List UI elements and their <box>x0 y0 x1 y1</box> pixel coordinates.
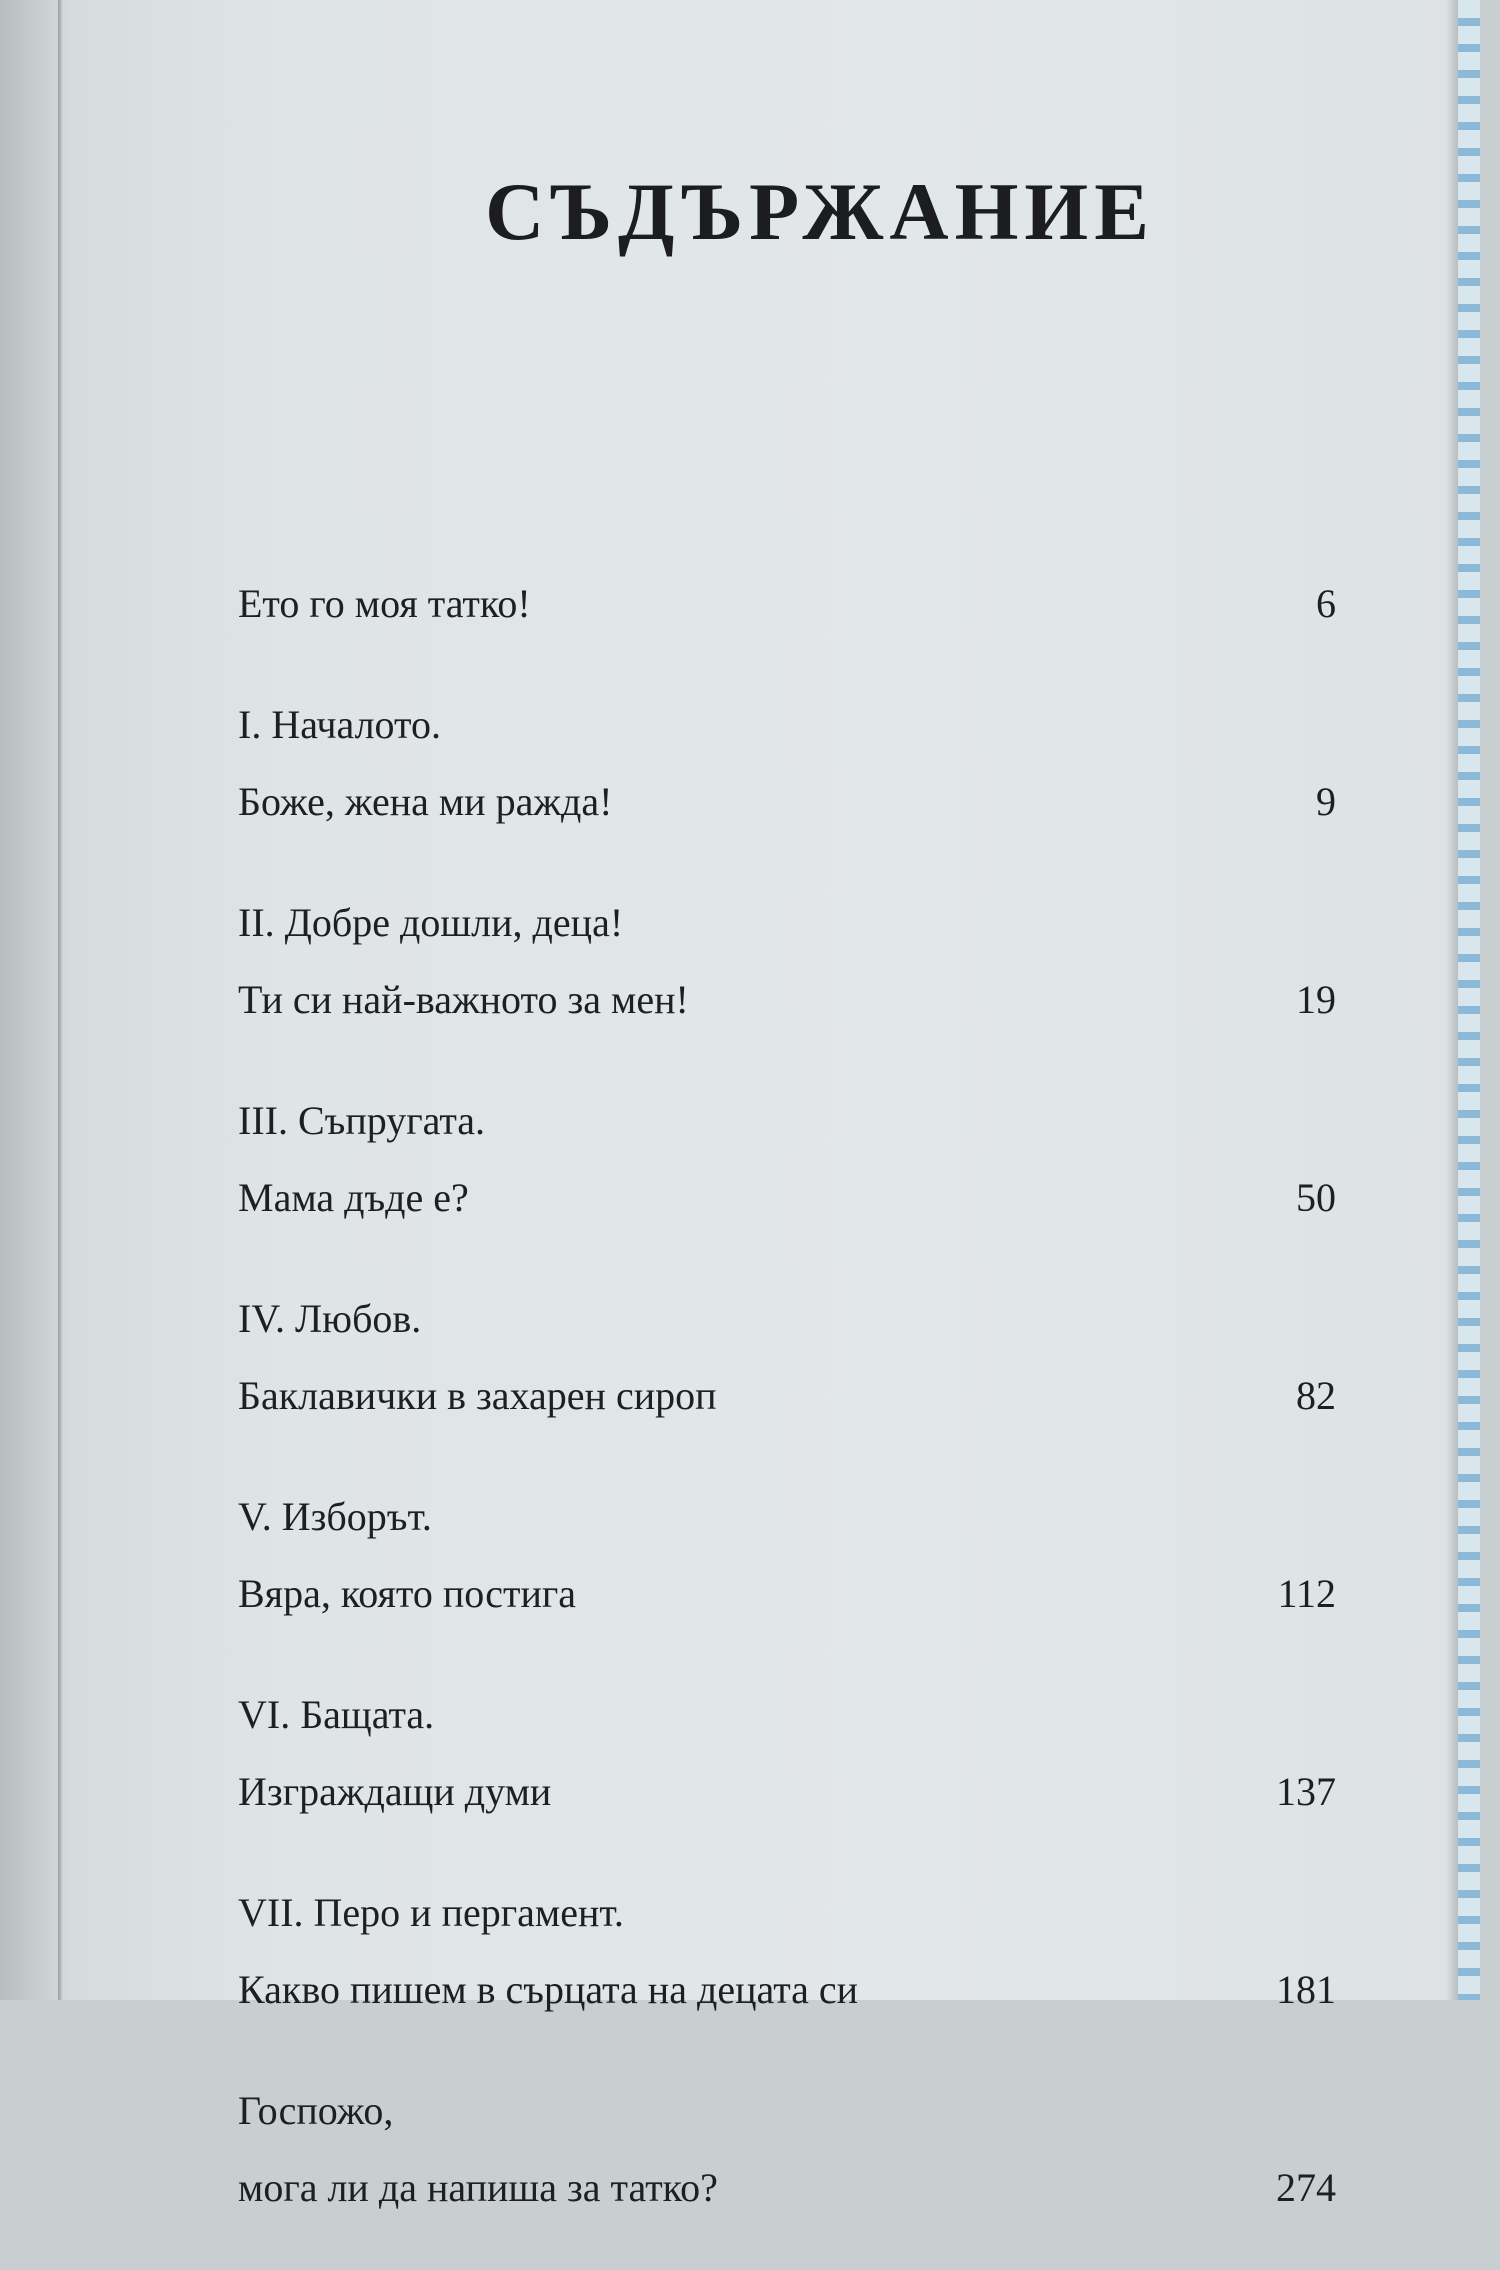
toc-chapter-heading: VII. Перо и пергамент. <box>238 1890 624 1935</box>
toc-page-number: 50 <box>1296 1175 1336 1220</box>
toc-chapter-subtitle: Какво пишем в сърцата на децата си <box>238 1967 859 2012</box>
toc-entry-chapter-1 <box>238 686 1336 840</box>
toc-chapter-heading: Госпожо, <box>238 2088 394 2133</box>
toc-chapter-subtitle: Мама дъде е? <box>238 1175 469 1220</box>
toc-chapter-subtitle: Изграждащи думи <box>238 1769 552 1814</box>
toc-entry-chapter-3 <box>238 1082 1336 1236</box>
book-gutter <box>58 0 62 2000</box>
toc-entry-epilogue <box>238 2072 1336 2226</box>
toc-entry-chapter-6 <box>238 1676 1336 1830</box>
table-of-contents <box>238 565 1336 2270</box>
page-edge-shade <box>1446 0 1458 2000</box>
toc-chapter-subtitle: Баклавички в захарен сироп <box>238 1373 717 1418</box>
toc-page-number: 82 <box>1296 1373 1336 1418</box>
toc-chapter-subtitle: Ти си най-важното за мен! <box>238 977 689 1022</box>
page-edge-binding <box>1458 0 1480 2000</box>
toc-chapter-subtitle: мога ли да напиша за татко? <box>238 2165 718 2210</box>
toc-entry-intro <box>238 565 1336 642</box>
toc-page-number: 9 <box>1316 779 1336 824</box>
toc-chapter-subtitle: Боже, жена ми ражда! <box>238 779 613 824</box>
toc-page-number: 274 <box>1276 2165 1336 2210</box>
toc-entry-chapter-5 <box>238 1478 1336 1632</box>
toc-chapter-heading: II. Добре дошли, деца! <box>238 900 624 945</box>
toc-entry-chapter-7 <box>238 1874 1336 2028</box>
page-title: СЪДЪРЖАНИЕ <box>485 166 1155 257</box>
toc-entry-chapter-4 <box>238 1280 1336 1434</box>
toc-page-number: 181 <box>1276 1967 1336 2012</box>
toc-chapter-heading: V. Изборът. <box>238 1494 432 1539</box>
toc-chapter-heading: I. Началото. <box>238 702 441 747</box>
toc-page-number: 6 <box>1316 581 1336 626</box>
toc-entry-title: Ето го моя татко! <box>238 581 531 626</box>
toc-chapter-subtitle: Вяра, която постига <box>238 1571 577 1616</box>
toc-chapter-heading: IV. Любов. <box>238 1296 422 1341</box>
toc-page-number: 112 <box>1277 1571 1336 1616</box>
toc-entry-chapter-2 <box>238 884 1336 1038</box>
toc-chapter-heading: III. Съпругата. <box>238 1098 486 1143</box>
toc-page-number: 137 <box>1276 1769 1336 1814</box>
toc-page-number: 19 <box>1296 977 1336 1022</box>
toc-chapter-heading: VI. Бащата. <box>238 1692 435 1737</box>
